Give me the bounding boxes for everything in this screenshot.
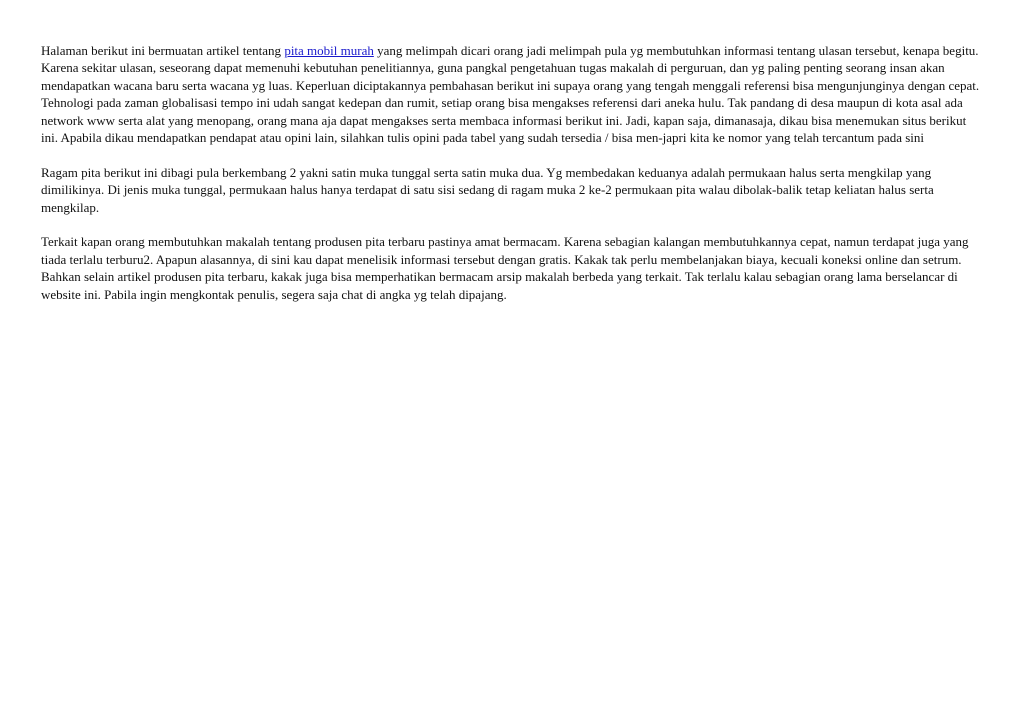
paragraph-2: Ragam pita berikut ini dibagi pula berkembang 2 yakni satin muka tunggal serta satin muka dua. Yg membedakan keduanya adalah permukaan halus serta mengkilap yang dimilikinya. Di jenis muka tunggal, permukaan halus hanya terdapat di satu sisi sedang di ragam muka 2 ke-2 permukaan pita walau dibolak-balik tetap keliatan halus serta mengkilap. [41,164,934,215]
paragraph-3: Terkait kapan orang membutuhkan makalah tentang produsen pita terbaru pastinya amat bermacam. Karena sebagian kalangan membutuhkannya cepat, namun terdapat juga yang tiada terlalu terburu2. Apapun alasannya, di sini kau dapat menelisik informasi tersebut dengan gratis. Kakak tak perlu membelanjakan biaya, kecuali koneksi online dan setrum. Bahkan selain artikel produsen pita terbaru, kakak juga bisa memperhatikan bermacam arsip makalah berbeda yang terkait. Tak terlalu kalau sebagian orang lama berselancar di website ini. Pabila ingin mengkontak penulis, segera saja chat di angka yg telah dipajang. [41,234,969,302]
article-body [41,42,981,320]
paragraph-1-body: yang melimpah dicari orang jadi melimpah pula yg membutuhkan informasi tentang ulasan tersebut, kenapa begitu. Karena sekitar ulasan, seseorang dapat memenuhi kebutuhan penelitiannya, guna pangkal pengetahuan tugas makalah di perguruan, dan yg paling penting seorang insan akan mendapatkan wacana baru serta wacana yg luas. Keperluan diciptakannya pembahasan berikut ini supaya orang yang tengah menggali referensi bisa mengunjunginya dengan cepat. Tehnologi pada zaman globalisasi tempo ini udah sangat kedepan dan rumit, setiap orang bisa mengakses referensi dari aneka hulu. Tak pandang di desa maupun di kota asal ada network www serta alat yang menopang, orang mana aja dapat mengakses serta membaca informasi berikut ini. Jadi, kapan saja, dimanasaja, dikau bisa menemukan situs berikut ini. Apabila dikau mendapatkan pendapat atau opini lain, silahkan tulis opini pada tabel yang sudah tersedia / bisa men-japri kita ke nomor yang telah tercantum pada sini [41,43,980,146]
paragraph-1-intro: Halaman berikut ini bermuatan artikel tentang [41,43,285,58]
paragraph-1 [41,42,981,146]
pita-mobil-murah-link[interactable]: pita mobil murah [284,43,374,58]
